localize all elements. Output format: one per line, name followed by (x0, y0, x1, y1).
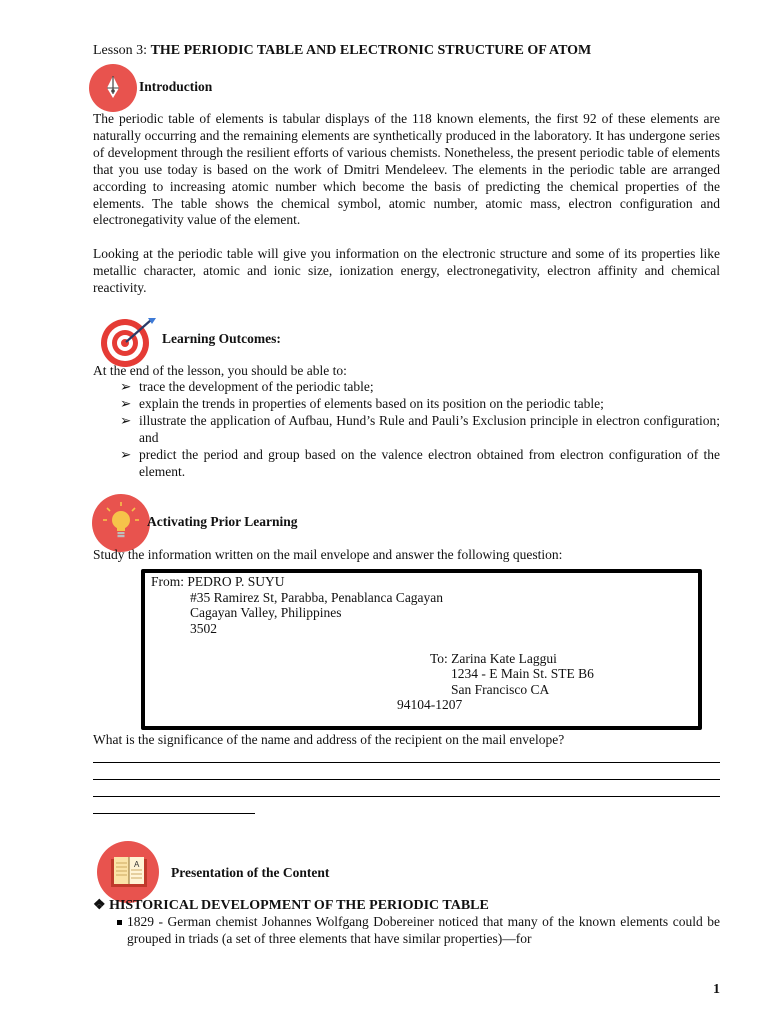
history-list (117, 914, 720, 948)
page-number: 1 (713, 982, 720, 997)
introduction-paragraph-1: The periodic table of elements is tabular displays of the 118 known elements, the first 92 of these elements are naturally occurring and the remaining elements are synthetically produced in the laboratory. It has undergone series of development through the resilient efforts of various chemists. Nonetheless, the present periodic table of elements that you use today is based on the work of Dmitri Mendeleev. The elements in the periodic table are arranged according to increasing atomic number which become the basis of predicting the chemical properties of the elements. The table shows the chemical symbol, atomic number, atomic mass, electron configuration and electronegativity value of the element. (93, 111, 720, 228)
list-item (120, 396, 720, 413)
lesson-prefix: Lesson 3: (93, 43, 151, 58)
outcomes-list (120, 379, 720, 480)
target-icon (96, 316, 158, 368)
lightbulb-icon (92, 494, 150, 552)
envelope-from-street: #35 Ramirez St, Parabba, Penablanca Cagayan (190, 590, 444, 605)
arrow-bullet-icon: ➢ (120, 379, 132, 394)
outcome-text: explain the trends in properties of elements based on its position on the periodic table; (139, 395, 604, 411)
envelope-to-name: To: Zarina Kate Laggui (430, 651, 557, 666)
introduction-paragraph-2: Looking at the periodic table will give you information on the electronic structure and some of its properties like metallic character, atomic and ionic size, ionization energy, electronegativity, electron affinity and chemical reactivity. (93, 246, 720, 295)
arrow-bullet-icon: ➢ (120, 412, 132, 428)
answer-line[interactable] (93, 762, 720, 763)
envelope-from-zip: 3502 (190, 621, 217, 636)
lesson-title (93, 43, 591, 59)
envelope-to-zip: 94104-1207 (397, 697, 463, 712)
book-icon (97, 841, 159, 903)
outcomes-heading: Learning Outcomes: (162, 331, 281, 346)
historical-development-heading (93, 897, 489, 914)
history-text: 1829 - German chemist Johannes Wolfgang Dobereiner noticed that many of the known elements could be grouped in triads (a set of three elements that have similar properties)—for (127, 914, 720, 946)
diamond-bullet-icon: ❖ (93, 898, 106, 913)
pen-nib-icon (89, 64, 137, 112)
answer-line[interactable] (93, 779, 720, 780)
outcome-text: trace the development of the periodic table; (139, 379, 374, 394)
presentation-heading: Presentation of the Content (171, 865, 330, 880)
prior-question: What is the significance of the name and address of the recipient on the mail envelope? (93, 732, 565, 747)
list-item (117, 914, 720, 948)
outcomes-intro: At the end of the lesson, you should be able to: (93, 363, 347, 378)
list-item (120, 447, 720, 481)
arrow-bullet-icon: ➢ (120, 395, 132, 411)
arrow-bullet-icon: ➢ (120, 446, 132, 462)
envelope-to-city: San Francisco CA (451, 682, 550, 697)
list-item (120, 379, 720, 396)
outcome-text: illustrate the application of Aufbau, Hund’s Rule and Pauli’s Exclusion principle in electron configuration; and (139, 412, 720, 445)
svg-text:A: A (134, 860, 140, 869)
envelope-from-name: From: PEDRO P. SUYU (151, 574, 285, 589)
envelope-to-street: 1234 - E Main St. STE B6 (451, 666, 594, 681)
lesson-title-text: THE PERIODIC TABLE AND ELECTRONIC STRUCTURE OF ATOM (150, 43, 592, 58)
square-bullet-icon (117, 920, 122, 925)
prior-instruction: Study the information written on the mail envelope and answer the following question: (93, 547, 563, 562)
envelope-from-region: Cagayan Valley, Philippines (190, 605, 342, 620)
outcome-text: predict the period and group based on the valence electron obtained from electron configuration of the element. (139, 446, 720, 479)
answer-line[interactable] (93, 796, 720, 797)
historical-development-title: HISTORICAL DEVELOPMENT OF THE PERIODIC TABLE (109, 898, 489, 913)
list-item (120, 413, 720, 447)
introduction-heading: Introduction (139, 79, 213, 94)
prior-heading: Activating Prior Learning (147, 514, 298, 529)
answer-line[interactable] (93, 813, 255, 814)
